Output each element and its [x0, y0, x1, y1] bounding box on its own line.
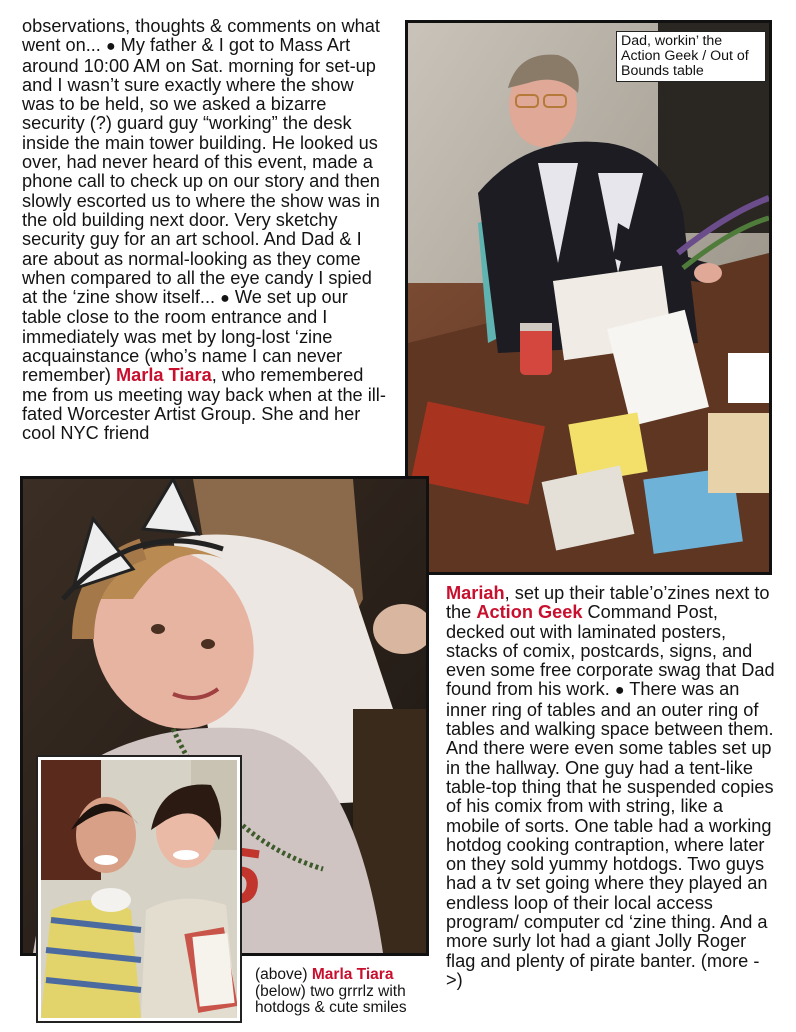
left-text-seg4: , who remembered me from us meeting way back when at the ill-fated Worcester Artist Group. She and her cool NYC friend — [22, 365, 386, 444]
right-text-seg2: Command Post, decked out with laminated posters, stacks of comix, postcards, signs, and even some free corporate swag that Dad found from his work. — [446, 602, 775, 700]
photo-caption-below — [255, 967, 425, 1017]
bullet-glyph: ● — [105, 38, 116, 56]
caption-above-name: Marla Tiara — [311, 966, 394, 983]
dad-photo — [405, 20, 772, 575]
bullet-glyph: ● — [614, 682, 625, 700]
left-text-column — [22, 17, 387, 444]
right-text-seg3: There was an inner ring of tables and an outer ring of tables and walking space between them. And there were even some tables set up in the hallway. One guy had a tent-like table-top thing that he suspended copies of his comix from with string, like a mobile of sorts. One table had a working hotdog cooking contraption, where later on they sold yummy hotdogs. Two guys had a tv set going where they played an endless loop of their local access program/ computer cd ‘zine thing. And a more surly lot had a giant Jolly Roger flag and plenty of pirate banter. (more ->) — [446, 679, 774, 990]
grrrlz-photo — [38, 757, 240, 1021]
caption-above-prefix: (above) — [255, 966, 308, 983]
grrrlz-photo-illustration — [41, 760, 237, 1018]
right-text-column — [446, 584, 776, 990]
dad-photo-illustration — [408, 23, 769, 572]
caption-below-text: (below) two grrrlz with hotdogs & cute smiles — [255, 982, 407, 1016]
highlight-name-marla: Marla Tiara — [116, 365, 212, 386]
highlight-name-action-geek: Action Geek — [476, 602, 583, 623]
dad-photo-caption: Dad, workin’ the Action Geek / Out of Bounds table — [616, 31, 766, 82]
left-text-seg1: observations, thoughts & comments on what went on... — [22, 16, 380, 56]
left-text-seg2: My father & I got to Mass Art around 10:00 AM on Sat. morning for set-up and I wasn’t sure exactly where the show was to be held, so we asked a bizarre security (?) guard guy “working” the desk inside the main tower building. He looked us over, had never heard of this event, made a phone call to check up on our story and then slowly escorted us to where the show was in the old building next door. Very sketchy security guy for an art school. And Dad & I are about as normal-looking as they come when compared to all the eye candy I spied at the ‘zine show itself... — [22, 35, 380, 308]
right-text-seg1: , set up their table’o’zines next to the — [446, 583, 770, 623]
highlight-name-mariah: Mariah — [446, 583, 505, 603]
bullet-glyph: ● — [220, 290, 230, 308]
left-text-seg3: We set up our table close to the room entrance and I immediately was met by long-lost ‘zine acquainstance (who’s name I can never remember) — [22, 287, 348, 386]
